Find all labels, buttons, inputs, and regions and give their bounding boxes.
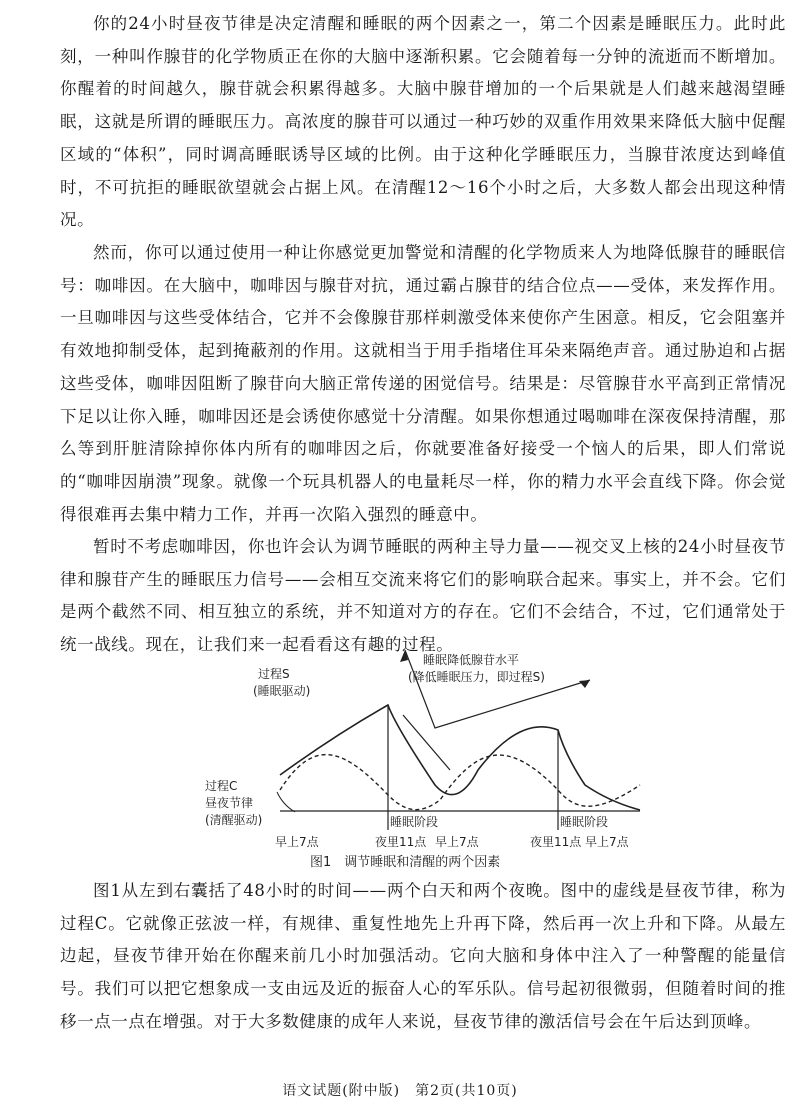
paragraph-1: 你的24小时昼夜节律是决定清醒和睡眠的两个因素之一，第二个因素是睡眠压力。此时此刻，一种叫作腺苷的化学物质正在你的大脑中逐渐积累。它会随着每一分钟的流逝而不断增加。你醒着的时间越久，腺苷就会积累得越多。大脑中腺苷增加的一个后果就是人们越来越渴望睡眠，这就是所谓的睡眠压力。高浓度的腺苷可以通过一种巧妙的双重作用效果来降低大脑中促醒区域的“体积”，同时调高睡眠诱导区域的比例。由于这种化学睡眠压力，当腺苷浓度达到峰值时，不可抗拒的睡眠欲望就会占据上风。在清醒12～16个小时之后，大多数人都会出现这种情况。 xyxy=(60,14,786,230)
sleep-phase-label-2: 睡眠阶段 xyxy=(560,815,609,829)
paragraph-4: 图1从左到右囊括了48小时的时间——两个白天和两个夜晚。图中的虚线是昼夜节律，称为过程C。它就像正弦波一样，有规律、重复性地先上升再下降，然后再一次上升和下降。从最左边起，昼夜节律开始在你醒来前几小时加强活动。它向大脑和身体中注入了一种警醒的能量信号。我们可以把它想象成一支由远及近的振奋人心的军乐队。信号起初很微弱，但随着时间的推移一点一点在增强。对于大多数健康的成年人来说，昼夜节律的激活信号会在午后达到顶峰。 xyxy=(60,881,786,1031)
process-c-pointer xyxy=(277,792,295,812)
label-process-c-3: (清醒驱动) xyxy=(205,813,263,827)
arrow-head-right xyxy=(579,680,590,688)
paragraph-3: 暂时不考虑咖啡因，你也许会认为调节睡眠的两种主导力量——视交叉上核的24小时昼夜节律和腺苷产生的睡眠压力信号——会相互交流来将它们的影响联合起来。事实上，并不会。它们是两个截然不同、相互独立的系统，并不知道对方的存在。它们不会结合，不过，它们通常处于统一战线。现在，让我们来一起看看这有趣的过程。 xyxy=(60,537,786,655)
sleep-phase-label-1: 睡眠阶段 xyxy=(390,815,439,829)
page-footer: 语文试题(附中版) 第2页(共10页) xyxy=(282,1083,518,1099)
label-adenosine-2: (降低睡眠压力，即过程S) xyxy=(408,670,545,684)
x-label-1: 早上7点 xyxy=(275,835,319,849)
process-c-curve xyxy=(280,755,640,810)
figure-1-diagram xyxy=(195,640,655,870)
label-adenosine-1: 睡眠降低腺苷水平 xyxy=(423,653,520,667)
figure-caption: 图1 调节睡眠和清醒的两个因素 xyxy=(310,855,501,870)
x-label-5: 早上7点 xyxy=(585,835,629,849)
label-process-c-1: 过程C xyxy=(205,779,238,793)
label-process-s-2: (睡眠驱动) xyxy=(253,684,311,698)
label-process-c-2: 昼夜节律 xyxy=(205,796,254,810)
x-label-4: 夜里11点 xyxy=(530,835,582,849)
x-label-3: 早上7点 xyxy=(435,835,479,849)
paragraph-2: 然而，你可以通过使用一种让你感觉更加警觉和清醒的化学物质来人为地降低腺苷的睡眠信号：咖啡因。在大脑中，咖啡因与腺苷对抗，通过霸占腺苷的结合位点——受体，来发挥作用。一旦咖啡因与这些受体结合，它并不会像腺苷那样刺激受体来使你产生困意。相反，它会阻塞并有效地抑制受体，起到掩蔽剂的作用。这就相当于用手指堵住耳朵来隔绝声音。通过胁迫和占据这些受体，咖啡因阻断了腺苷向大脑正常传递的困觉信号。结果是：尽管腺苷水平高到正常情况下足以让你入睡，咖啡因还是会诱使你感觉十分清醒。如果你想通过喝咖啡在深夜保持清醒，那么等到肝脏清除掉你体内所有的咖啡因之后，你就要准备好接受一个恼人的后果，即人们常说的“咖啡因崩溃”现象。就像一个玩具机器人的电量耗尽一样，你的精力水平会直线下降。你会觉得很难再去集中精力工作，并再一次陷入强烈的睡意中。 xyxy=(60,243,786,524)
adenosine-arrow-line-1 xyxy=(403,715,450,770)
label-process-s-1: 过程S xyxy=(258,667,290,681)
x-label-2: 夜里11点 xyxy=(375,835,427,849)
arrow-head-left xyxy=(400,650,408,662)
